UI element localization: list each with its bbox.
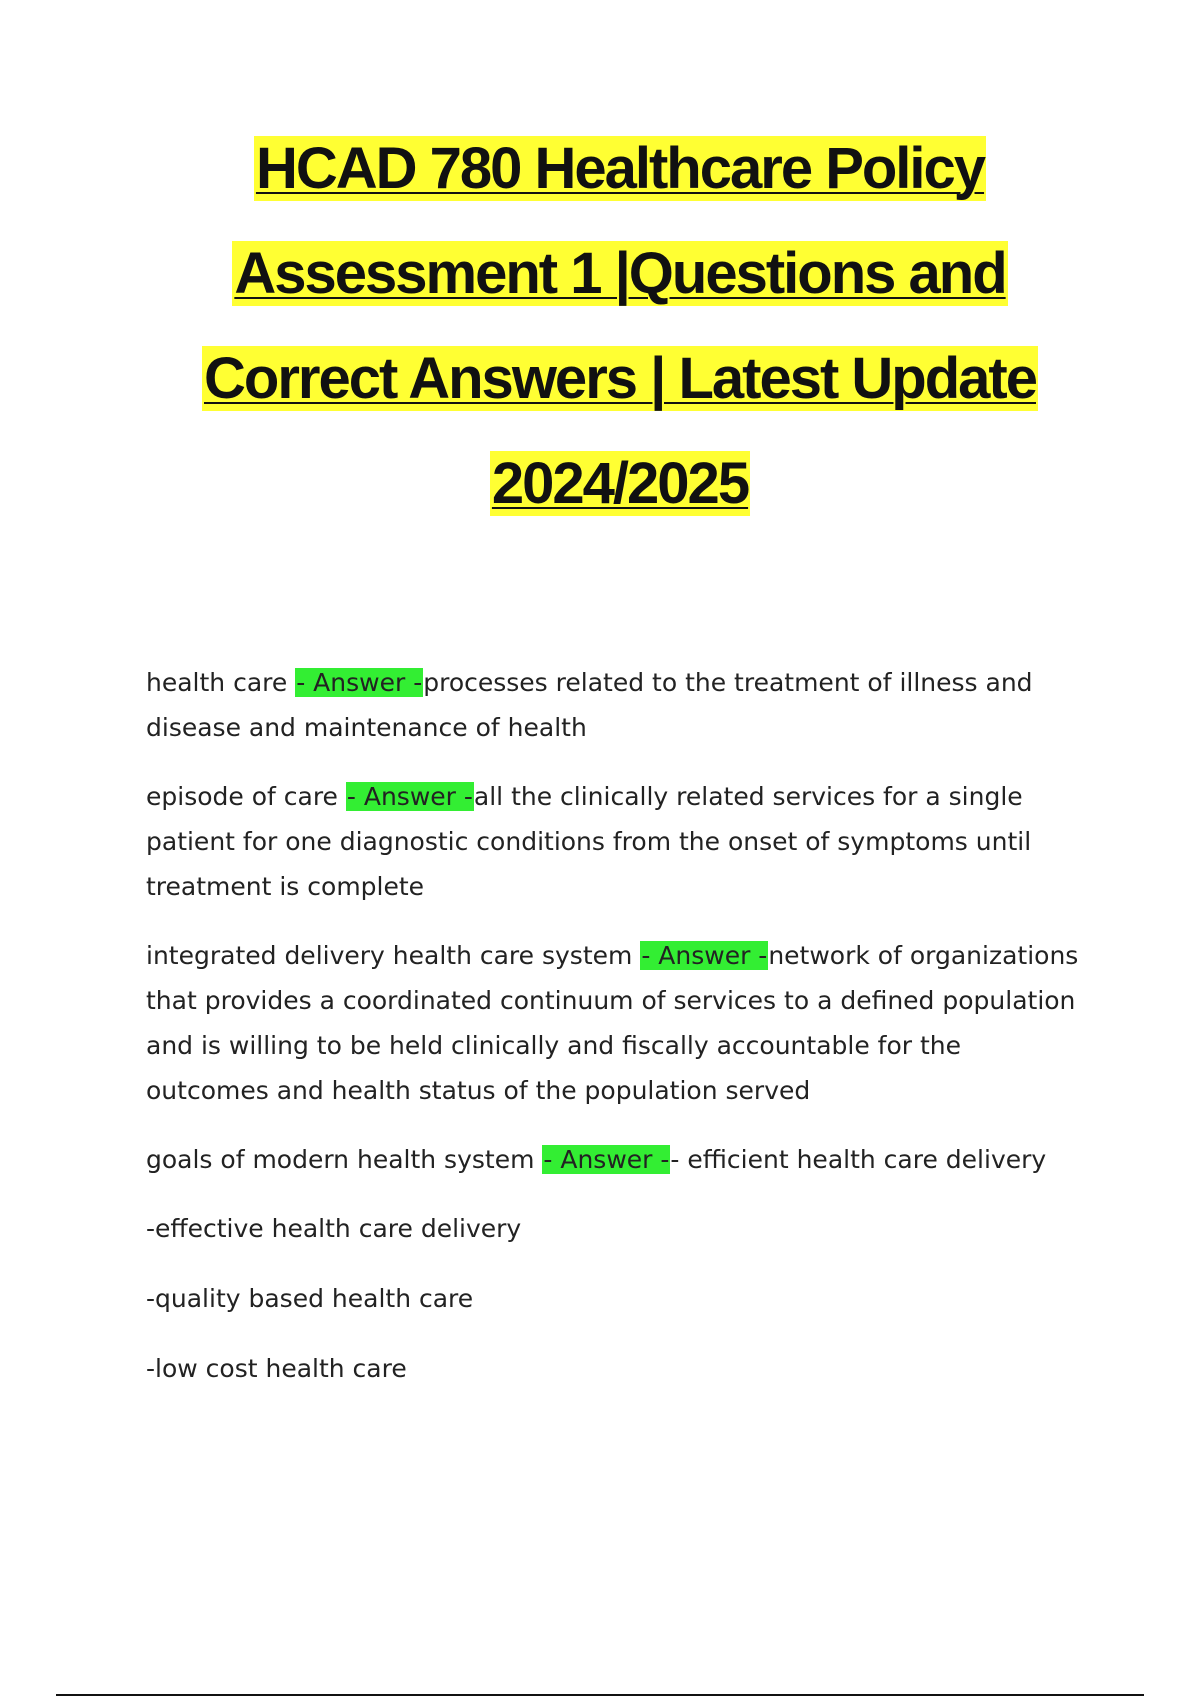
- qa-item-goals: [146, 1137, 1086, 1182]
- qa-answer: processes related to the treatment of illness and disease and maintenance of health: [146, 668, 1033, 742]
- answer-marker: - Answer -: [296, 668, 423, 697]
- title-text-3: Correct Answers | Latest Update: [204, 346, 1036, 411]
- qa-term: goals of modern health system: [146, 1145, 543, 1174]
- title-text-2: Assessment 1 |Questions and: [234, 241, 1006, 306]
- title-line-4: [100, 453, 1140, 515]
- qa-item-health-care: [146, 660, 1086, 750]
- qa-item-integrated-delivery: [146, 933, 1086, 1113]
- title-line-3: [100, 348, 1140, 410]
- goal-item-low-cost: -low cost health care: [146, 1354, 407, 1383]
- title-line-2: [100, 243, 1140, 305]
- qa-answer: network of organizations that provides a coordinated continuum of services to a defined population and is willing to be held clinically and fiscally accountable for the outcomes and health status of the population served: [146, 941, 1079, 1105]
- title-text-4: 2024/2025: [491, 451, 749, 516]
- qa-answer: all the clinically related services for a single patient for one diagnostic conditions from the onset of symptoms until treatment is complete: [146, 782, 1032, 901]
- title-text-1: HCAD 780 Healthcare Policy: [255, 136, 985, 201]
- answer-marker: - Answer -: [346, 782, 473, 811]
- qa-item-episode-of-care: [146, 774, 1086, 909]
- page-bottom-rule: [56, 1694, 1144, 1696]
- qa-term: integrated delivery health care system: [146, 941, 641, 970]
- qa-term: health care: [146, 668, 296, 697]
- goal-item-effective: -effective health care delivery: [146, 1214, 522, 1243]
- qa-answer: - efficient health care delivery: [670, 1145, 1047, 1174]
- document-title: [100, 138, 1140, 558]
- qa-content: [146, 660, 1086, 1416]
- goal-item-quality: -quality based health care: [146, 1284, 474, 1313]
- answer-marker: - Answer -: [543, 1145, 670, 1174]
- title-line-1: [100, 138, 1140, 200]
- answer-marker: - Answer -: [641, 941, 768, 970]
- qa-term: episode of care: [146, 782, 346, 811]
